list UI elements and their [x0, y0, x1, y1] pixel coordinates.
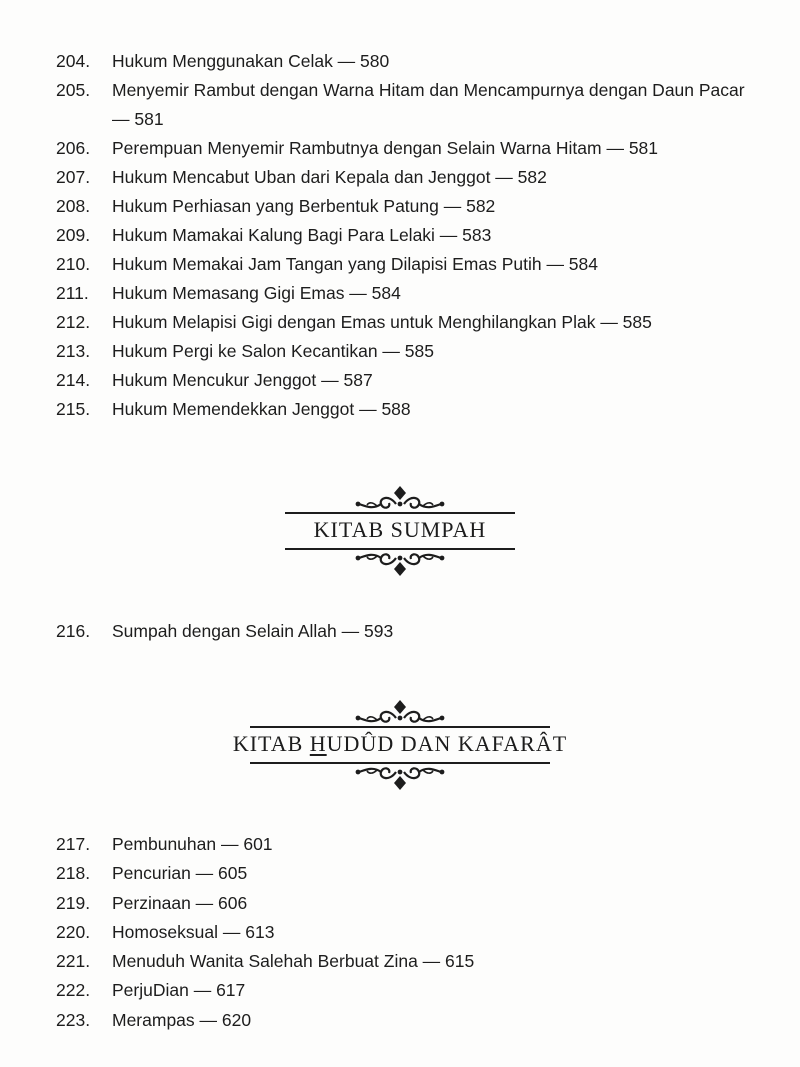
entry-title: Hukum Mencukur Jenggot — 587	[112, 370, 373, 390]
toc-entry	[56, 830, 756, 859]
toc-list-section-c	[56, 830, 756, 1035]
entry-title: Hukum Perhiasan yang Berbentuk Patung — 582	[112, 196, 496, 216]
entry-title: Hukum Mamakai Kalung Bagi Para Lelaki — 583	[112, 225, 492, 245]
toc-entry	[56, 337, 756, 366]
entry-number: 205.	[56, 80, 91, 100]
toc-entry	[56, 134, 756, 163]
chapter-title	[0, 728, 800, 762]
toc-entry	[56, 617, 756, 646]
entry-number: 204.	[56, 51, 91, 71]
entry-title: Merampas — 620	[112, 1009, 252, 1030]
toc-entry	[56, 47, 756, 76]
entry-title: Hukum Memakai Jam Tangan yang Dilapisi Emas Putih — 584	[112, 254, 599, 274]
toc-entry	[56, 395, 756, 424]
entry-title: Perempuan Menyemir Rambutnya dengan Selain Warna Hitam — 581	[112, 138, 659, 158]
entry-title: Hukum Melapisi Gigi dengan Emas untuk Menghilangkan Plak — 585	[112, 312, 652, 332]
chapter-heading-kitab-hudud	[0, 698, 800, 792]
entry-number: 223.	[56, 1009, 91, 1030]
fleuron-scroll-icon	[355, 484, 445, 512]
chapter-title-prefix: KITAB	[232, 731, 310, 756]
entry-title: Homoseksual — 613	[112, 921, 275, 942]
entry-title: Hukum Memasang Gigi Emas — 584	[112, 283, 401, 303]
fleuron-scroll-icon	[355, 764, 445, 792]
entry-number: 211.	[56, 283, 89, 303]
entry-number: 216.	[56, 621, 91, 641]
fleuron-scroll-icon	[355, 550, 445, 578]
entry-number: 221.	[56, 951, 91, 972]
chapter-title-underlined-letter: H	[309, 731, 327, 756]
toc-list-section-a	[56, 47, 756, 424]
toc-entry	[56, 279, 756, 308]
entry-number: 219.	[56, 892, 91, 913]
entry-title: Hukum Pergi ke Salon Kecantikan — 585	[112, 341, 434, 361]
entry-number: 208.	[56, 196, 91, 216]
entry-number: 215.	[56, 399, 91, 419]
toc-entry	[56, 163, 756, 192]
toc-entry	[56, 976, 756, 1005]
toc-entry	[56, 366, 756, 395]
entry-title: Hukum Mencabut Uban dari Kepala dan Jenggot — 582	[112, 167, 547, 187]
entry-number: 213.	[56, 341, 91, 361]
chapter-heading-kitab-sumpah	[0, 484, 800, 578]
toc-list-section-b	[56, 617, 756, 646]
entry-number: 210.	[56, 254, 91, 274]
entry-title: Pencurian — 605	[112, 863, 248, 884]
chapter-title-suffix: UDÛD DAN KAFARÂT	[326, 731, 568, 756]
fleuron-scroll-icon	[355, 698, 445, 726]
entry-number: 220.	[56, 921, 91, 942]
entry-number: 212.	[56, 312, 91, 332]
entry-title: Perzinaan — 606	[112, 892, 248, 913]
entry-number: 207.	[56, 167, 91, 187]
toc-entry	[56, 947, 756, 976]
toc-entry	[56, 1006, 756, 1035]
entry-title: Sumpah dengan Selain Allah — 593	[112, 621, 394, 641]
entry-title: Hukum Memendekkan Jenggot — 588	[112, 399, 411, 419]
toc-entry	[56, 250, 756, 279]
toc-entry	[56, 221, 756, 250]
chapter-title: KITAB SUMPAH	[313, 517, 487, 542]
entry-title: Pembunuhan — 601	[112, 834, 273, 854]
entry-number: 214.	[56, 370, 91, 390]
toc-entry	[56, 889, 756, 918]
entry-title: PerjuDian — 617	[112, 980, 246, 1001]
entry-number: 206.	[56, 138, 91, 158]
entry-title: Menuduh Wanita Salehah Berbuat Zina — 615	[112, 951, 475, 972]
toc-entry	[56, 308, 756, 337]
toc-entry	[56, 918, 756, 947]
entry-title: Hukum Menggunakan Celak — 580	[112, 51, 390, 71]
entry-number: 217.	[56, 834, 91, 854]
entry-number: 222.	[56, 980, 91, 1001]
entry-title: Menyemir Rambut dengan Warna Hitam dan Mencampurnya dengan Daun Pacar — 581	[112, 80, 745, 129]
toc-entry	[56, 192, 756, 221]
toc-entry	[56, 859, 756, 888]
entry-number: 218.	[56, 863, 91, 884]
entry-number: 209.	[56, 225, 91, 245]
toc-entry	[56, 76, 756, 134]
